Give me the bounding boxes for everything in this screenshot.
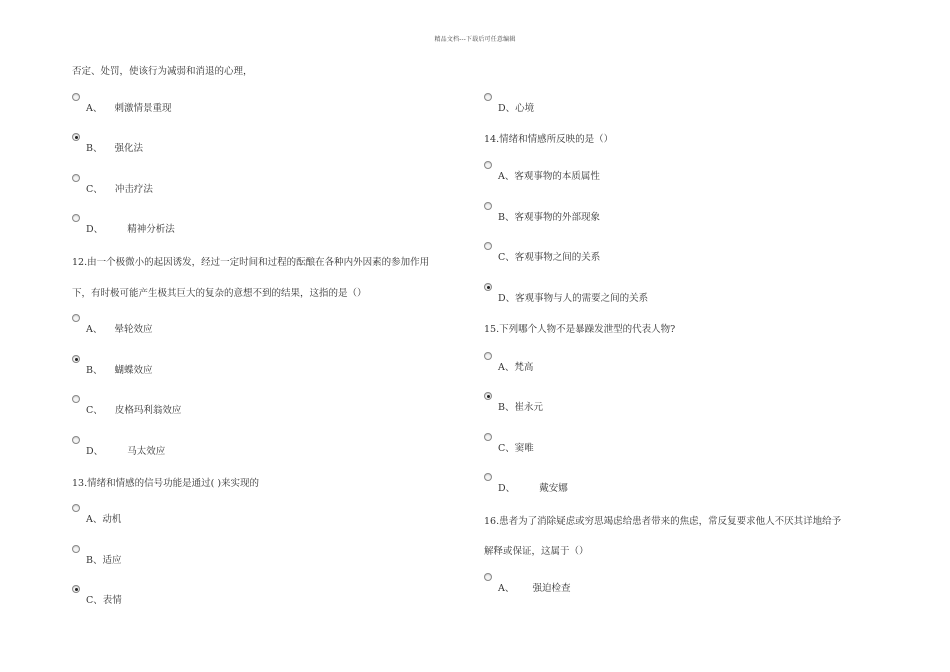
question-text: 否定、处罚，使该行为减弱和消退的心理， [72, 66, 253, 77]
question-14-text: 14.情绪和情感所反映的是（） [484, 134, 614, 145]
option-q14-c[interactable] [484, 242, 864, 266]
option-q11-a[interactable] [72, 93, 452, 117]
option-label: B、 强化法 [86, 143, 144, 154]
option-q13-a[interactable] [72, 504, 452, 528]
option-q12-b[interactable] [72, 355, 452, 379]
radio-button[interactable] [72, 545, 80, 553]
option-label: B、适应 [86, 555, 122, 566]
radio-button-selected[interactable] [72, 355, 80, 363]
radio-button[interactable] [72, 214, 80, 222]
question-16-text-cont: 解释或保证，这属于（） [484, 546, 589, 557]
option-q14-d[interactable] [484, 283, 864, 307]
option-label: D、 马太效应 [86, 446, 166, 457]
option-label: A、 强迫检查 [498, 583, 571, 594]
radio-button-selected[interactable] [484, 283, 492, 291]
option-label: C、 皮格玛利翁效应 [86, 405, 182, 416]
radio-button[interactable] [484, 352, 492, 360]
option-label: D、心境 [498, 103, 535, 114]
question-12-text-cont: 下，有时极可能产生极其巨大的复杂的意想不到的结果，这指的是（） [72, 288, 367, 299]
option-q11-c[interactable] [72, 174, 452, 198]
option-q15-c[interactable] [484, 433, 864, 457]
radio-button[interactable] [484, 93, 492, 101]
radio-button-selected[interactable] [484, 392, 492, 400]
option-label: A、客观事物的本质属性 [498, 171, 600, 182]
question-16-text: 16.患者为了消除疑虑或穷思竭虑给患者带来的焦虑，常反复要求他人不厌其详地给予 [484, 516, 842, 527]
option-q16-a[interactable] [484, 573, 864, 597]
option-q11-d[interactable] [72, 214, 452, 238]
option-label: A、动机 [86, 514, 122, 525]
option-label: C、 冲击疗法 [86, 184, 153, 195]
option-label: A、 晕轮效应 [86, 324, 153, 335]
question-13-text: 13.情绪和情感的信号功能是通过( )来实现的 [72, 478, 260, 489]
question-15-text: 15.下列哪个人物不是暴躁发泄型的代表人物? [484, 324, 676, 335]
option-q14-a[interactable] [484, 161, 864, 185]
radio-button[interactable] [484, 161, 492, 169]
option-q15-b[interactable] [484, 392, 864, 416]
option-label: B、 蝴蝶效应 [86, 365, 153, 376]
radio-button[interactable] [72, 395, 80, 403]
radio-button[interactable] [72, 174, 80, 182]
radio-button[interactable] [484, 433, 492, 441]
radio-button[interactable] [72, 93, 80, 101]
option-label: C、表情 [86, 595, 122, 606]
option-label: D、 戴安娜 [498, 483, 568, 494]
option-label: B、崔永元 [498, 402, 543, 413]
option-label: C、客观事物之间的关系 [498, 252, 601, 263]
radio-button[interactable] [72, 314, 80, 322]
radio-button[interactable] [72, 504, 80, 512]
option-q11-b[interactable] [72, 133, 452, 157]
option-label: A、 刺激情景重现 [86, 103, 172, 114]
option-q15-d[interactable] [484, 473, 864, 497]
option-q13-c[interactable] [72, 585, 452, 609]
radio-button[interactable] [484, 473, 492, 481]
option-label: D、客观事物与人的需要之间的关系 [498, 293, 649, 304]
radio-button-selected[interactable] [72, 585, 80, 593]
option-label: D、 精神分析法 [86, 224, 175, 235]
option-label: A、梵高 [498, 362, 534, 373]
radio-button[interactable] [484, 573, 492, 581]
radio-button[interactable] [72, 436, 80, 444]
option-q12-a[interactable] [72, 314, 452, 338]
option-label: B、客观事物的外部现象 [498, 212, 600, 223]
option-label: C、窦唯 [498, 443, 534, 454]
question-12-text: 12.由一个极微小的起因诱发，经过一定时间和过程的酝酿在各种内外因素的参加作用 [72, 257, 430, 268]
option-q14-b[interactable] [484, 202, 864, 226]
option-q13-d[interactable] [484, 93, 864, 117]
option-q12-d[interactable] [72, 436, 452, 460]
option-q13-b[interactable] [72, 545, 452, 569]
radio-button[interactable] [484, 202, 492, 210]
radio-button-selected[interactable] [72, 133, 80, 141]
option-q12-c[interactable] [72, 395, 452, 419]
option-q15-a[interactable] [484, 352, 864, 376]
page-header: 精品文档---下载后可任意编辑 [434, 36, 516, 43]
radio-button[interactable] [484, 242, 492, 250]
